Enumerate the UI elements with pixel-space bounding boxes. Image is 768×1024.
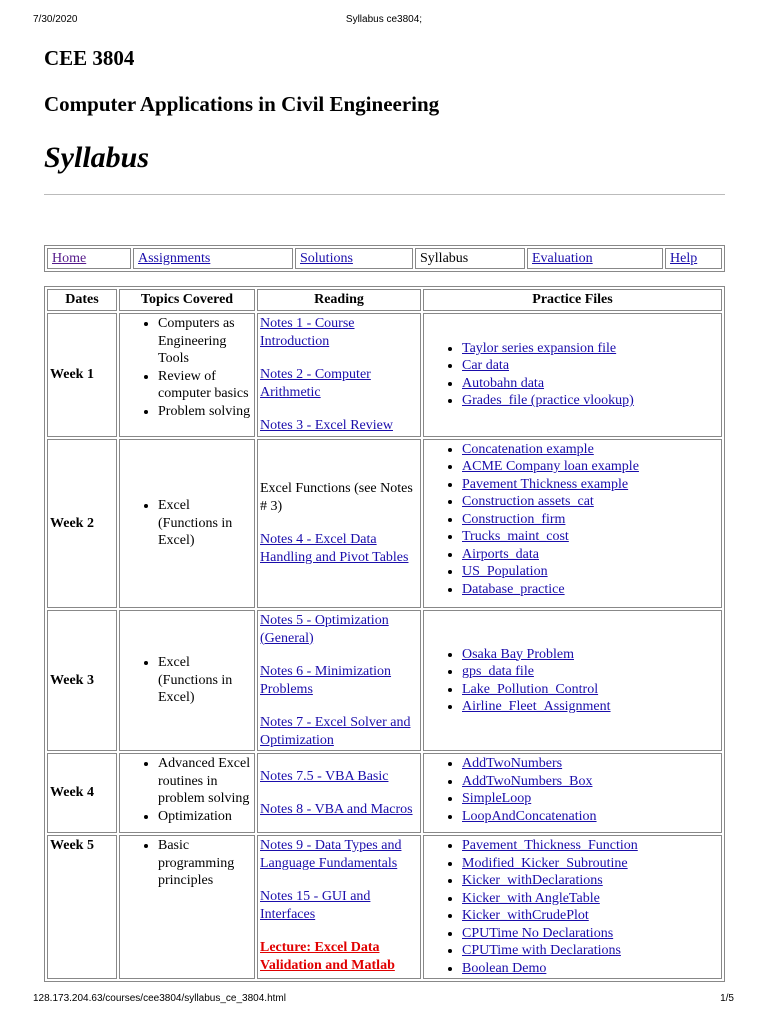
file-link[interactable]: Construction assets_cat — [462, 494, 594, 509]
file-link[interactable]: Pavement_Thickness_Function — [462, 838, 638, 853]
files-cell — [423, 753, 722, 833]
col-header-topics: Topics Covered — [119, 289, 255, 311]
nav-evaluation-link[interactable]: Evaluation — [532, 250, 593, 266]
table-row — [47, 610, 722, 751]
lecture-link[interactable]: Lecture: Excel Data Validation and Matlab — [260, 940, 395, 973]
nav-cell-home — [47, 248, 131, 269]
file-link[interactable]: Pavement Thickness example — [462, 476, 629, 492]
reading-text: Excel Functions (see Notes # 3) — [260, 481, 413, 514]
file-link[interactable]: Osaka Bay Problem — [462, 646, 574, 662]
table-row — [47, 753, 722, 833]
nav-help-link[interactable]: Help — [670, 250, 698, 266]
course-title: Computer Applications in Civil Engineering — [44, 92, 440, 116]
print-footer — [0, 993, 768, 1007]
col-header-files: Practice Files — [423, 289, 722, 311]
divider — [44, 194, 725, 195]
topics-cell — [119, 610, 255, 751]
file-link[interactable]: Kicker_with AngleTable — [462, 890, 600, 906]
reading-cell — [257, 610, 421, 751]
nav-syllabus-current: Syllabus — [420, 250, 469, 266]
nav-cell-assignments — [133, 248, 293, 269]
syllabus-table — [44, 286, 725, 982]
topic-item: • Excel (Functions in Excel) — [158, 497, 252, 550]
table-row — [47, 835, 722, 979]
file-link[interactable]: LoopAndConcatenation — [462, 808, 597, 824]
topic-item: • Advanced Excel routines in problem solving — [158, 755, 252, 808]
topic-item: • Basic programming principles — [158, 837, 252, 890]
course-code: CEE 3804 — [44, 46, 135, 70]
file-link[interactable]: Database_practice — [462, 581, 565, 597]
reading-link[interactable]: Notes 5 - Optimization (General) — [260, 613, 389, 646]
file-link[interactable]: Trucks_maint_cost — [462, 529, 569, 544]
table-row — [47, 313, 722, 437]
file-link[interactable]: CPUTime with Declarations — [462, 943, 621, 958]
nav-solutions-link[interactable]: Solutions — [300, 250, 353, 266]
file-link[interactable]: CPUTime No Declarations — [462, 925, 614, 941]
nav-cell-evaluation — [527, 248, 663, 269]
nav-cell-help — [665, 248, 722, 269]
topic-item: • Computers as Engineering Tools — [158, 315, 252, 368]
file-link[interactable]: Kicker_withCrudePlot — [462, 908, 589, 923]
week-cell: Week 2 — [47, 439, 117, 609]
nav-assignments-link[interactable]: Assignments — [138, 250, 211, 266]
topic-item: • Problem solving — [158, 403, 252, 421]
file-link[interactable]: AddTwoNumbers — [462, 756, 563, 771]
reading-cell — [257, 835, 421, 979]
reading-cell — [257, 753, 421, 833]
file-link[interactable]: Concatenation example — [462, 441, 594, 457]
files-cell — [423, 439, 722, 609]
topic-item: • Excel (Functions in Excel) — [158, 654, 252, 707]
nav-cell-syllabus — [415, 248, 525, 269]
nav-home-link[interactable]: Home — [52, 250, 87, 266]
files-cell — [423, 313, 722, 437]
file-link[interactable]: Taylor series expansion file — [462, 340, 617, 356]
reading-link[interactable]: Notes 15 - GUI and Interfaces — [260, 889, 371, 922]
files-cell — [423, 610, 722, 751]
file-link[interactable]: Airline_Fleet_Assignment — [462, 699, 611, 714]
file-link[interactable]: ACME Company loan example — [462, 459, 639, 474]
file-link[interactable]: Autobahn data — [462, 375, 545, 391]
week-cell: Week 4 — [47, 753, 117, 833]
topic-item: • Review of computer basics — [158, 368, 252, 403]
reading-link[interactable]: Notes 7 - Excel Solver and Optimization — [260, 715, 411, 748]
print-page-number: 1/5 — [720, 993, 734, 1004]
reading-link[interactable]: Notes 9 - Data Types and Language Fundamentals — [260, 838, 402, 871]
topics-cell — [119, 439, 255, 609]
table-header-row — [47, 289, 722, 311]
reading-link[interactable]: Notes 1 - Course Introduction — [260, 316, 355, 349]
print-date: 7/30/2020 — [33, 14, 78, 25]
topics-cell — [119, 835, 255, 979]
topic-item: • Optimization — [158, 808, 252, 826]
file-link[interactable]: Construction_firm — [462, 511, 566, 527]
reading-link[interactable]: Notes 3 - Excel Review — [260, 418, 393, 433]
reading-link[interactable]: Notes 7.5 - VBA Basic — [260, 768, 389, 784]
nav-bar — [44, 245, 725, 272]
reading-link[interactable]: Notes 2 - Computer Arithmetic — [260, 367, 371, 400]
print-header — [0, 14, 768, 28]
file-link[interactable]: Kicker_withDeclarations — [462, 873, 603, 888]
topics-cell — [119, 313, 255, 437]
reading-cell — [257, 313, 421, 437]
file-link[interactable]: Boolean Demo — [462, 960, 547, 976]
file-link[interactable]: SimpleLoop — [462, 791, 532, 806]
page-title: Syllabus — [44, 141, 150, 174]
file-link[interactable]: AddTwoNumbers_Box — [462, 773, 593, 789]
topics-cell — [119, 753, 255, 833]
reading-link[interactable]: Notes 6 - Minimization Problems — [260, 664, 392, 697]
week-cell: Week 3 — [47, 610, 117, 751]
reading-link[interactable]: Notes 4 - Excel Data Handling and Pivot Tables — [260, 532, 409, 565]
reading-link[interactable]: Notes 8 - VBA and Macros — [260, 802, 413, 817]
file-link[interactable]: gps_data file — [462, 664, 534, 679]
week-cell: Week 5 — [47, 835, 117, 979]
file-link[interactable]: Grades_file (practice vlookup) — [462, 393, 634, 409]
print-title: Syllabus ce3804; — [345, 14, 423, 25]
table-row — [47, 439, 722, 609]
file-link[interactable]: Airports_data — [462, 546, 539, 562]
col-header-dates: Dates — [47, 289, 117, 311]
file-link[interactable]: Modified_Kicker_Subroutine — [462, 855, 628, 871]
file-link[interactable]: Car data — [462, 358, 510, 374]
print-url: 128.173.204.63/courses/cee3804/syllabus_ce_3804.html — [33, 993, 286, 1004]
files-cell — [423, 835, 722, 979]
reading-cell — [257, 439, 421, 609]
file-link[interactable]: Lake_Pollution_Control — [462, 681, 599, 697]
nav-cell-solutions — [295, 248, 413, 269]
week-cell: Week 1 — [47, 313, 117, 437]
col-header-reading: Reading — [257, 289, 421, 311]
file-link[interactable]: US_Population — [462, 564, 548, 579]
